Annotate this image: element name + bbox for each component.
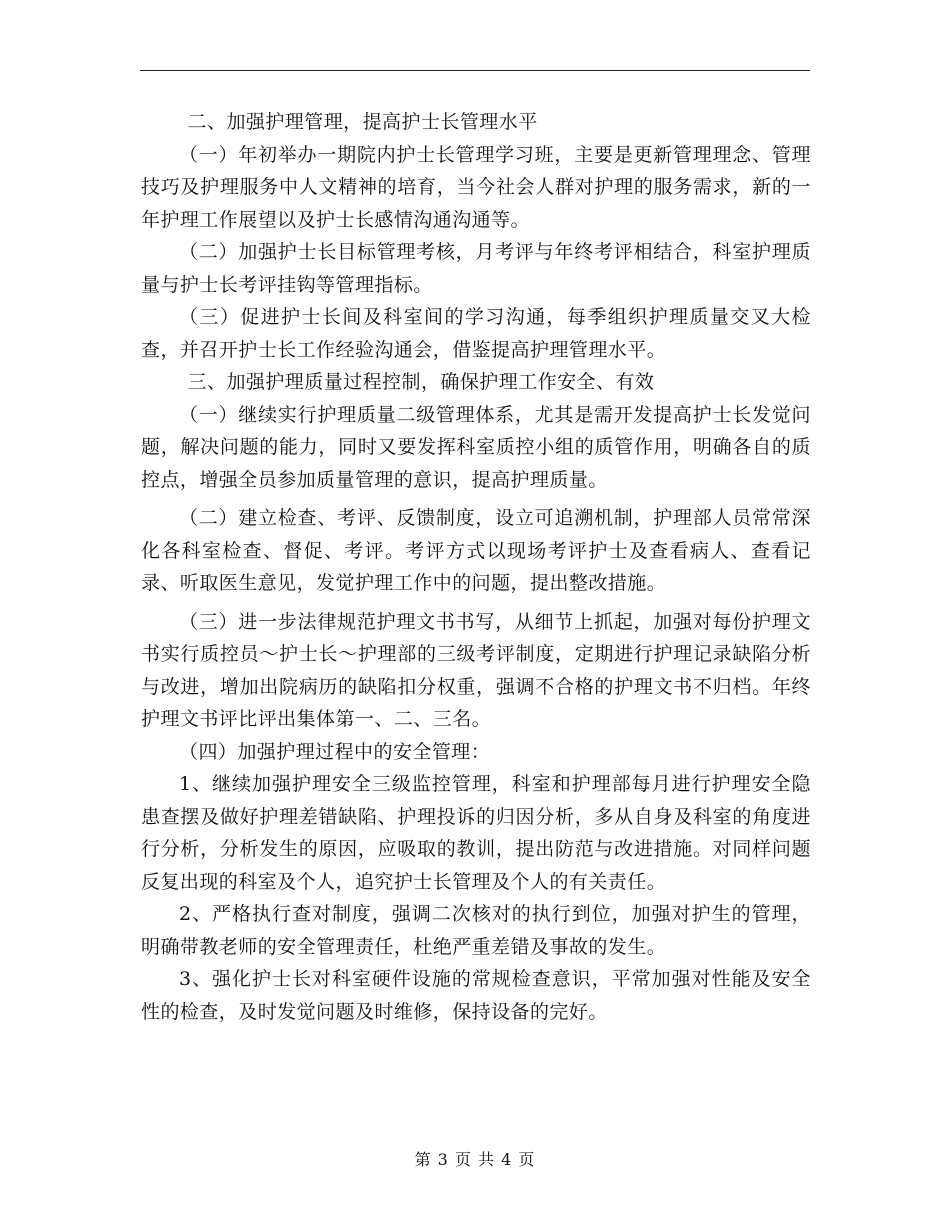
document-body xyxy=(141,106,811,1028)
paragraph: （二）建立检查、考评、反馈制度，设立可追溯机制，护理部人员常常深化各科室检查、督促、考评。考评方式以现场考评护士及查看病人、查看记录、听取医生意见，发觉护理工作中的问题，提出整改措施。 xyxy=(141,507,811,594)
paragraph: （一）年初举办一期院内护士长管理学习班，主要是更新管理理念、管理技巧及护理服务中人文精神的培育，当今社会人群对护理的服务需求，新的一年护理工作展望以及护士长感情沟通沟通等。 xyxy=(141,143,811,231)
section-heading: 三、加强护理质量过程控制，确保护理工作安全、有效 xyxy=(187,371,655,393)
paragraph: （三）促进护士长间及科室间的学习沟通，每季组织护理质量交叉大检查，并召开护士长工作经验沟通会，借鉴提高护理管理水平。 xyxy=(141,306,811,361)
page-number: 第 3 页 共 4 页 xyxy=(414,1150,536,1169)
header-rule xyxy=(140,70,810,71)
paragraph: （三）进一步法律规范护理文书书写，从细节上抓起，加强对每份护理文书实行质控员～护士长～护理部的三级考评制度，定期进行护理记录缺陷分析与改进，增加出院病历的缺陷扣分权重，强调不合格的护理文书不归档。年终护理文书评比评出集体第一、二、三名。 xyxy=(141,610,811,730)
section-heading: 二、加强护理管理，提高护士长管理水平 xyxy=(187,111,538,133)
paragraph: 1、继续加强护理安全三级监控管理，科室和护理部每月进行护理安全隐患查摆及做好护理差错缺陷、护理投诉的归因分析，多从自身及科室的角度进行分析，分析发生的原因，应吸取的教训，提出防范与改进措施。对同样问题反复出现的科室及个人，追究护士长管理及个人的有关责任。 xyxy=(141,773,811,893)
paragraph: 3、强化护士长对科室硬件设施的常规检查意识，平常加强对性能及安全性的检查，及时发觉问题及时维修，保持设备的完好。 xyxy=(141,968,811,1023)
page-footer xyxy=(0,1147,950,1170)
paragraph: 2、严格执行查对制度，强调二次核对的执行到位，加强对护生的管理，明确带教老师的安全管理责任，杜绝严重差错及事故的发生。 xyxy=(141,903,811,958)
paragraph: （一）继续实行护理质量二级管理体系，尤其是需开发提高护士长发觉问题，解决问题的能力，同时又要发挥科室质控小组的质管作用，明确各自的质控点，增强全员参加质量管理的意识，提高护理质量。 xyxy=(141,403,811,491)
paragraph: （四）加强护理过程中的安全管理： xyxy=(179,740,491,763)
paragraph: （二）加强护士长目标管理考核，月考评与年终考评相结合，科室护理质量与护士长考评挂钩等管理指标。 xyxy=(141,241,811,296)
